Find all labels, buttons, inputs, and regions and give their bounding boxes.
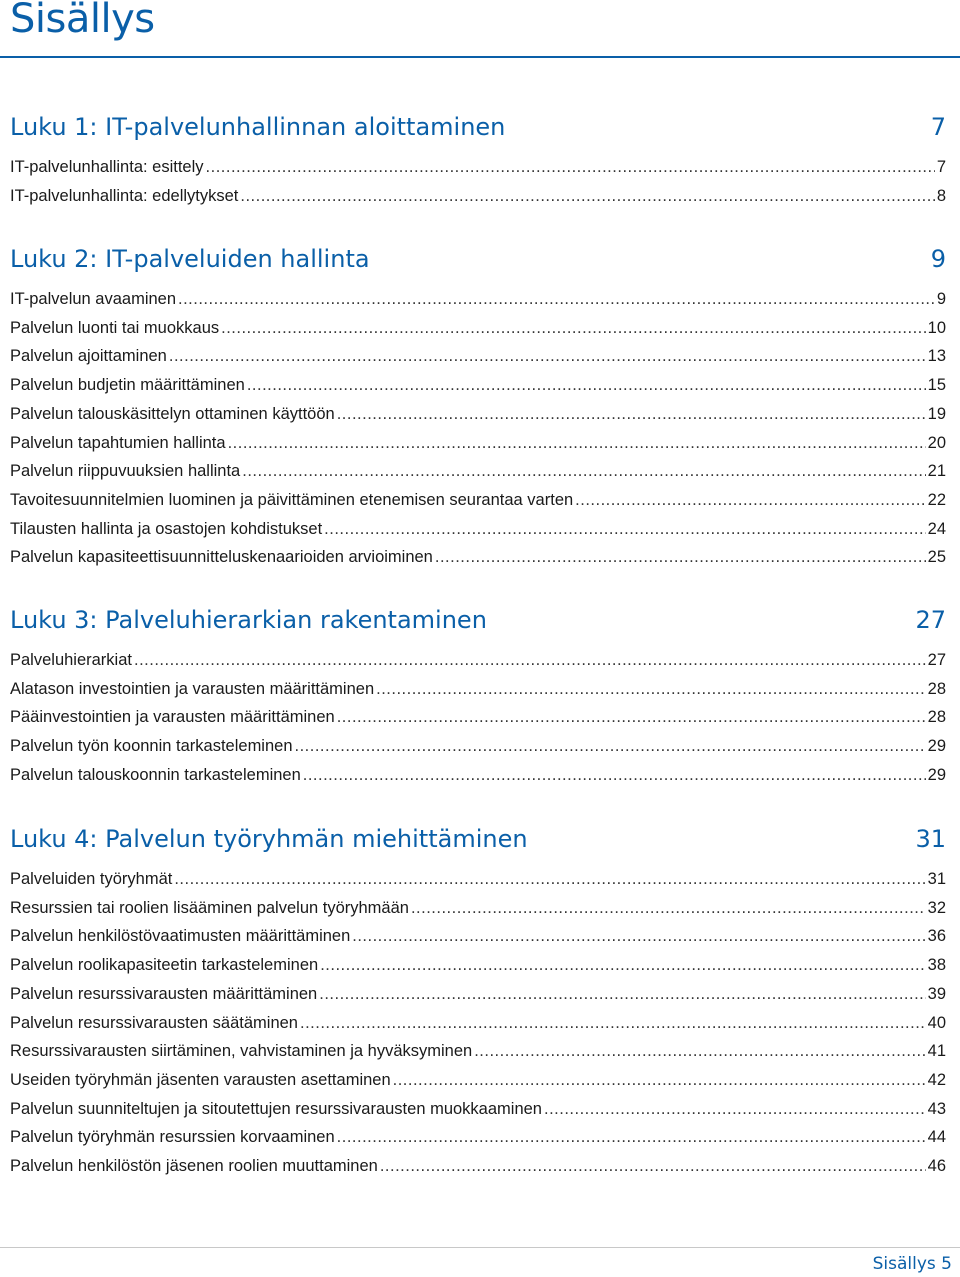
dot-leader [221, 319, 926, 338]
toc-entry[interactable] [10, 680, 946, 704]
dot-leader [169, 347, 926, 366]
toc-entry[interactable] [10, 985, 946, 1009]
toc-entry[interactable] [10, 737, 946, 761]
dot-leader [324, 520, 925, 539]
toc-entry[interactable] [10, 708, 946, 732]
footer-rule [0, 1247, 960, 1248]
toc-entry-label: Resurssien tai roolien lisääminen palvelun työryhmään [10, 898, 409, 917]
toc-entry-label: Palvelun työryhmän resurssien korvaaminen [10, 1128, 335, 1147]
dot-leader [242, 462, 925, 481]
dot-leader [247, 376, 926, 395]
dot-leader [319, 985, 925, 1004]
toc-entry-page-number: 25 [927, 548, 946, 567]
toc-entry[interactable] [10, 520, 946, 544]
dot-leader [337, 405, 926, 424]
footer-section: Sisällys [872, 1254, 936, 1274]
footer-page-number: 5 [941, 1254, 952, 1274]
toc-entry-page-number: 40 [927, 1013, 946, 1032]
toc-entry-label: Palvelun luonti tai muokkaus [10, 318, 220, 337]
toc-entry[interactable] [10, 1100, 946, 1124]
chapter-page-number: 9 [930, 245, 946, 273]
dot-leader [352, 927, 925, 946]
toc-entry-label: Palvelun talouskäsittelyn ottaminen käyttöön [10, 404, 335, 423]
toc-entry-label: Palvelun resurssivarausten määrittäminen [10, 984, 318, 1003]
toc-entry[interactable] [10, 290, 946, 314]
toc-entry-label: Palvelun henkilöstön jäsenen roolien muuttaminen [10, 1157, 378, 1175]
toc-entry-page-number: 22 [927, 490, 946, 509]
toc-entry[interactable] [10, 1071, 946, 1095]
toc-entry-page-number: 15 [927, 376, 946, 395]
toc-entry-page-number: 29 [927, 737, 946, 756]
dot-leader [337, 708, 926, 727]
chapter-page-number: 31 [915, 825, 946, 853]
page-title: Sisällys [10, 0, 155, 42]
chapter-title: Luku 4: Palvelun työryhmän miehittäminen [10, 825, 528, 853]
chapter-heading[interactable] [10, 245, 946, 279]
toc-entry[interactable] [10, 766, 946, 790]
toc-entry[interactable] [10, 870, 946, 894]
toc-entry[interactable] [10, 1042, 946, 1066]
toc-entry-label: Pääinvestointien ja varausten määrittäminen [10, 708, 335, 727]
toc-entry[interactable] [10, 405, 946, 429]
dot-leader [300, 1014, 926, 1033]
dot-leader [376, 680, 926, 699]
toc-entry-label: Palvelun tapahtumien hallinta [10, 433, 226, 452]
toc-entry[interactable] [10, 956, 946, 980]
toc-entry-page-number: 32 [927, 898, 946, 917]
dot-leader [228, 434, 926, 453]
toc-entry[interactable] [10, 462, 946, 486]
toc-entry-label: Palvelun työn koonnin tarkasteleminen [10, 737, 293, 756]
toc-entry-label: Tavoitesuunnitelmien luominen ja päivittäminen etenemisen seurantaa varten [10, 490, 574, 509]
chapter-heading[interactable] [10, 113, 946, 147]
dot-leader [575, 491, 925, 510]
toc-entry-page-number: 46 [927, 1157, 946, 1175]
toc-entry-page-number: 28 [927, 708, 946, 727]
toc-entry-label: Palvelun henkilöstövaatimusten määrittäminen [10, 927, 351, 946]
toc-entry-label: Palvelun kapasiteettisuunnitteluskenaarioiden arvioiminen [10, 548, 433, 567]
dot-leader [240, 187, 934, 206]
dot-leader [544, 1100, 926, 1119]
toc-entry-label: Palvelun ajoittaminen [10, 347, 167, 366]
toc-entry-label: Palvelun resurssivarausten säätäminen [10, 1013, 298, 1032]
toc-entry[interactable] [10, 319, 946, 343]
toc-entry-label: IT-palvelunhallinta: edellytykset [10, 186, 239, 205]
toc-entry-page-number: 13 [927, 347, 946, 366]
toc-entry-page-number: 7 [936, 158, 946, 176]
toc-entry[interactable] [10, 899, 946, 923]
toc-entry-page-number: 24 [927, 519, 946, 538]
dot-leader [393, 1071, 926, 1090]
dot-leader [178, 290, 935, 309]
dot-leader [320, 956, 925, 975]
toc-entry-page-number: 42 [927, 1070, 946, 1089]
toc-entry[interactable] [10, 347, 946, 371]
title-rule [0, 56, 960, 58]
toc-entry[interactable] [10, 158, 946, 182]
toc-entry[interactable] [10, 548, 946, 572]
chapter-heading[interactable] [10, 825, 946, 859]
chapter-title: Luku 3: Palveluhierarkian rakentaminen [10, 606, 487, 634]
toc-entry-page-number: 28 [927, 679, 946, 698]
dot-leader [380, 1157, 926, 1176]
toc-entry-page-number: 9 [936, 290, 946, 308]
toc-entry-label: Palvelun budjetin määrittäminen [10, 376, 245, 395]
toc-entry-label: Resurssivarausten siirtäminen, vahvistaminen ja hyväksyminen [10, 1042, 473, 1061]
toc-entry-page-number: 29 [927, 765, 946, 784]
toc-entry-page-number: 20 [927, 433, 946, 452]
toc-entry-label: Palveluiden työryhmät [10, 870, 173, 888]
toc-entry-page-number: 41 [927, 1042, 946, 1061]
toc-entry-page-number: 39 [927, 984, 946, 1003]
toc-entry-label: Palvelun roolikapasiteetin tarkasteleminen [10, 956, 319, 975]
dot-leader [134, 651, 926, 670]
dot-leader [303, 766, 926, 785]
toc-entry-page-number: 43 [927, 1099, 946, 1118]
toc-entry-page-number: 21 [927, 462, 946, 481]
toc-entry-page-number: 31 [927, 870, 946, 888]
toc-entry-label: IT-palvelun avaaminen [10, 290, 177, 308]
toc-entry-page-number: 36 [927, 927, 946, 946]
toc-entry[interactable] [10, 376, 946, 400]
toc-entry-label: IT-palvelunhallinta: esittely [10, 158, 204, 176]
chapter-page-number: 7 [930, 113, 946, 141]
toc-entry[interactable] [10, 187, 946, 211]
toc-entry-label: Palvelun riippuvuuksien hallinta [10, 462, 241, 481]
dot-leader [295, 737, 926, 756]
toc-entry-label: Alatason investointien ja varausten määrittäminen [10, 679, 375, 698]
toc-entry-page-number: 27 [927, 651, 946, 669]
toc-entry-label: Palvelun talouskoonnin tarkasteleminen [10, 765, 301, 784]
dot-leader [337, 1128, 926, 1147]
toc-entry[interactable] [10, 1014, 946, 1038]
dot-leader [435, 548, 926, 567]
page-footer [873, 1254, 952, 1274]
toc-entry-page-number: 10 [927, 318, 946, 337]
toc-entry-label: Palvelun suunniteltujen ja sitoutettujen resurssivarausten muokkaaminen [10, 1099, 542, 1118]
toc-entry-label: Palveluhierarkiat [10, 651, 132, 669]
dot-leader [206, 158, 935, 177]
chapter-title: Luku 2: IT-palveluiden hallinta [10, 245, 370, 273]
dot-leader [174, 870, 925, 889]
toc-entry-label: Tilausten hallinta ja osastojen kohdistukset [10, 519, 323, 538]
toc-entry-page-number: 8 [936, 186, 946, 205]
toc-entry-label: Useiden työryhmän jäsenten varausten asettaminen [10, 1070, 391, 1089]
toc-entry-page-number: 38 [927, 956, 946, 975]
toc-entry[interactable] [10, 491, 946, 515]
toc-entry[interactable] [10, 927, 946, 951]
chapter-title: Luku 1: IT-palvelunhallinnan aloittaminen [10, 113, 506, 141]
chapter-heading[interactable] [10, 606, 946, 640]
toc-entry-page-number: 44 [927, 1128, 946, 1147]
toc-entry-page-number: 19 [927, 404, 946, 423]
toc-entry[interactable] [10, 1128, 946, 1152]
dot-leader [411, 899, 926, 918]
chapter-page-number: 27 [915, 606, 946, 634]
toc-entry[interactable] [10, 651, 946, 675]
dot-leader [474, 1042, 925, 1061]
toc-entry[interactable] [10, 1157, 946, 1181]
toc-entry[interactable] [10, 434, 946, 458]
